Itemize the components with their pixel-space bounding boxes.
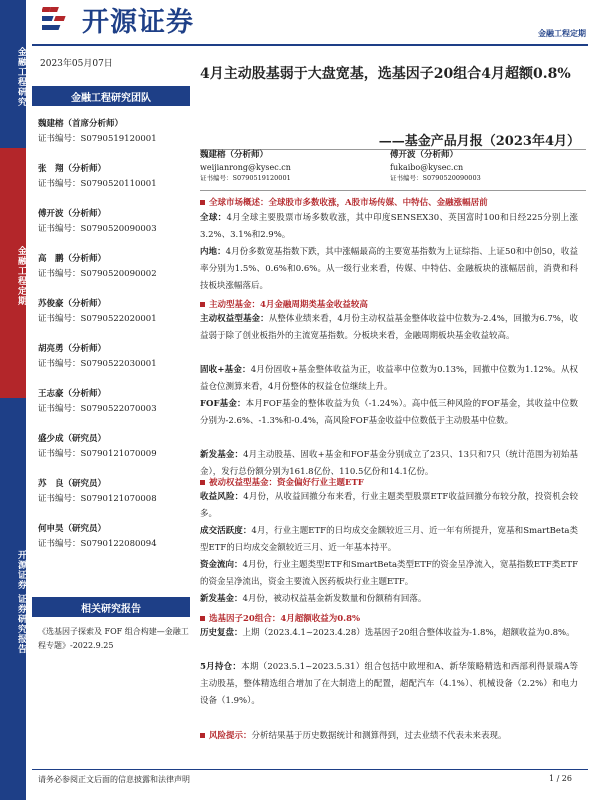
analyst-entry bbox=[38, 207, 157, 237]
brand-logo bbox=[42, 2, 242, 36]
paragraph: 主动权益型基金：从整体业绩来看，4月份主动权益基金整体收益中位数为-2.4%，回撤为6.7%，收益弱于除了创业板指外的主流宽基指数。分板块来看，金融周期板块基金收益较高。 bbox=[200, 314, 578, 341]
analyst-name: 苏 良（研究员） bbox=[38, 479, 107, 489]
side-strip-segment: 开源证券 证券研究报告 bbox=[0, 398, 26, 800]
side-strip-segment: 金融工程定期 bbox=[0, 148, 26, 398]
analyst-entry bbox=[38, 342, 157, 372]
paragraph: 收益风险：4月份，从收益回撤分布来看，行业主题类型股票ETF收益回撤分布较分散，投资机会较多。 bbox=[200, 492, 578, 519]
analyst-name: 张 翔（分析师） bbox=[38, 164, 107, 174]
report-subtitle: ——基金产品月报（2023年4月） bbox=[378, 134, 580, 149]
header-divider bbox=[32, 44, 588, 46]
related-report-link[interactable]: 《选基因子探索及 FOF 组合构建—金融工程专题》-2022.9.25 bbox=[38, 627, 189, 650]
logo-mark-icon bbox=[42, 4, 76, 34]
analyst-name: 魏建榕（首席分析师） bbox=[38, 119, 124, 129]
section-heading: 被动权益型基金：资金偏好行业主题ETF bbox=[200, 476, 364, 488]
report-type: 金融工程定期 bbox=[538, 28, 586, 38]
paragraph: 全球：4月全球主要股票市场多数收涨，其中印度SENSEX30、英国富时100和日经225分别上涨3.2%、3.1%和2.9%。 bbox=[200, 213, 578, 240]
author-cert: 证书编号：S0790520090003 bbox=[390, 174, 481, 182]
analyst-entry bbox=[38, 297, 157, 327]
author-entry bbox=[390, 150, 481, 185]
analyst-name: 盛少成（研究员） bbox=[38, 434, 107, 444]
analyst-cert: 证书编号：S0790520110001 bbox=[38, 179, 157, 189]
analyst-entry bbox=[38, 252, 157, 282]
footer-divider bbox=[32, 769, 588, 770]
analyst-cert: 证书编号：S0790520090003 bbox=[38, 224, 157, 234]
analyst-name: 高 鹏（分析师） bbox=[38, 254, 107, 264]
analyst-cert: 证书编号：S0790121070009 bbox=[38, 449, 157, 459]
analyst-name: 傅开波（分析师） bbox=[38, 209, 107, 219]
analyst-cert: 证书编号：S0790121070008 bbox=[38, 494, 157, 504]
logo-text: 开源证券 bbox=[82, 6, 194, 38]
analyst-entry bbox=[38, 432, 157, 462]
footer-disclaimer: 请务必参阅正文后面的信息披露和法律声明 bbox=[38, 775, 190, 784]
analyst-entry bbox=[38, 117, 157, 147]
analyst-cert: 证书编号：S0790522070003 bbox=[38, 404, 157, 414]
team-title: 金融工程研究团队 bbox=[32, 86, 190, 106]
paragraph: 历史复盘：上期（2023.4.1~2023.4.28）选基因子20组合整体收益为-1.8%，超额收益为0.8%。 bbox=[200, 628, 575, 638]
analyst-entry bbox=[38, 477, 157, 507]
side-strip-segment: 金融工程研究 bbox=[0, 0, 26, 148]
paragraph: 资金流向：4月份，行业主题类型ETF和SmartBeta类型ETF的资金呈净流入，宽基指数ETF类ETF的资金呈净流出，资金主要流入医药板块行业主题ETF。 bbox=[200, 560, 578, 587]
paragraph: 成交活跃度：4月，行业主题ETF的日均成交金额较近三月、近一年有所提升，宽基和SmartBeta类型ETF的日均成交金额较近三月、近一年基本持平。 bbox=[200, 526, 578, 553]
section-heading: 主动型基金：4月金融周期类基金收益较高 bbox=[200, 298, 368, 310]
author-name: 魏建榕（分析师） bbox=[200, 150, 269, 160]
report-title: 4月主动股基弱于大盘宽基，选基因子20组合4月超额0.8% bbox=[200, 66, 571, 82]
analyst-entry bbox=[38, 387, 157, 417]
report-date: 2023年05月07日 bbox=[40, 59, 113, 69]
section-heading: 选基因子20组合：4月超额收益为0.8% bbox=[200, 612, 360, 624]
author-entry bbox=[200, 150, 291, 185]
analyst-cert: 证书编号：S0790519120001 bbox=[38, 134, 157, 144]
paragraph: 新发基金：4月主动股基、固收+基金和FOF基金分别成立了23只、13只和7只（统计范围为初始基金），发行总份额分别为161.8亿份、110.5亿份和14.1亿份。 bbox=[200, 450, 578, 477]
analyst-name: 何申昊（研究员） bbox=[38, 524, 107, 534]
side-strip bbox=[0, 0, 26, 800]
section-heading: 全球市场概述：全球股市多数收涨，A股市场传媒、中特估、金融涨幅居前 bbox=[200, 196, 488, 208]
paragraph: 新发基金：4月份，被动权益基金新发数量和份额稍有回落。 bbox=[200, 594, 427, 604]
author-cert: 证书编号：S0790519120001 bbox=[200, 174, 291, 182]
analyst-name: 胡亮勇（分析师） bbox=[38, 344, 107, 354]
author-email[interactable]: fukaibo@kysec.cn bbox=[390, 162, 464, 172]
analyst-cert: 证书编号：S0790522020001 bbox=[38, 314, 157, 324]
author-divider bbox=[200, 190, 586, 191]
analyst-cert: 证书编号：S0790520090002 bbox=[38, 269, 157, 279]
author-name: 傅开波（分析师） bbox=[390, 150, 459, 160]
related-title: 相关研究报告 bbox=[32, 597, 190, 617]
page-number: 1 / 26 bbox=[548, 774, 572, 783]
analyst-name: 王志豪（分析师） bbox=[38, 389, 107, 399]
analyst-cert: 证书编号：S0790122080094 bbox=[38, 539, 157, 549]
paragraph: 5月持仓：本期（2023.5.1~2023.5.31）组合包括中欧埋和A、新华策略精选和西部利得景瑞A等主动股基，整体精选组合增加了在大制造上的配置，超配汽车（4.1%）、机械设备（2.2%）和电力设备（1.9%）。 bbox=[200, 662, 578, 706]
paragraph: 固收+基金：4月份固收+基金整体收益为正，收益率中位数为0.13%，回撤中位数为1.12%。从权益仓位测算来看，4月份整体的权益仓位继续上升。 bbox=[200, 365, 579, 392]
paragraph: FOF基金：本月FOF基金的整体收益为负（-1.24%）。高中低三种风险的FOF基金，其收益中位数分别为-2.6%、-1.3%和-0.4%，高风险FOF基金收益中位数低于主动股基中位数。 bbox=[200, 399, 578, 426]
paragraph: 内地：4月份多数宽基指数下跌，其中涨幅最高的主要宽基指数为上证综指、上证50和中创50，收益率分别为1.5%、0.6%和0.6%。从一级行业来看，传媒、中特估、金融板块的涨幅居前，消费和科技板块涨幅落后。 bbox=[200, 247, 578, 291]
risk-warning: 风险提示：分析结果基于历史数据统计和测算得到，过去业绩不代表未来表现。 bbox=[200, 728, 578, 745]
analyst-name: 苏俊豪（分析师） bbox=[38, 299, 107, 309]
analyst-cert: 证书编号：S0790522030001 bbox=[38, 359, 157, 369]
analyst-entry bbox=[38, 162, 157, 192]
author-email[interactable]: weijianrong@kysec.cn bbox=[200, 162, 291, 172]
analyst-entry bbox=[38, 522, 157, 552]
